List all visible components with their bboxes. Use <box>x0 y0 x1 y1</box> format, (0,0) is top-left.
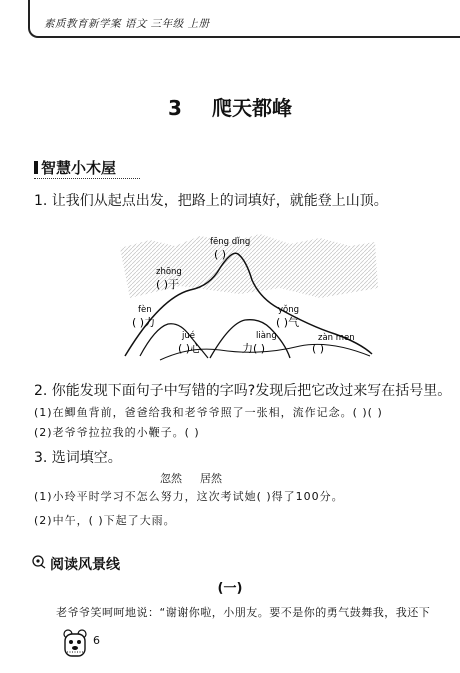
word-option: 居然 <box>200 472 222 485</box>
section-title: 阅读风景线 <box>50 557 120 573</box>
blank-label: ( )气 <box>276 316 300 329</box>
question-2: 2. 你能发现下面句子中写错的字吗?发现后把它改过来写在括号里。 <box>34 383 452 399</box>
page-number: 6 <box>93 634 100 647</box>
lesson-title <box>0 92 460 121</box>
pinyin-label: fēng dǐng <box>210 237 251 247</box>
section-underline <box>34 178 140 179</box>
lesson-number: 3 <box>168 96 182 120</box>
part-label: (一) <box>217 581 243 596</box>
word-option: 忽然 <box>160 472 182 485</box>
pinyin-label: liàng <box>256 331 277 341</box>
blank-label: ( ) <box>214 248 227 261</box>
header-text: 素质教育新学案 语文 三年级 上册 <box>44 18 210 30</box>
blank-label: 力( ) <box>242 342 266 355</box>
story-text: 老爷爷笑呵呵地说：“谢谢你啦，小朋友。要不是你的勇气鼓舞我，我还下 <box>56 606 431 619</box>
pinyin-label: jué <box>182 331 195 341</box>
section-title: 智慧小木屋 <box>41 159 117 177</box>
pinyin-label: fèn <box>138 305 152 315</box>
mountain-diagram <box>120 228 380 378</box>
word-options <box>160 470 240 486</box>
q2-line-1: (1)在鲫鱼背前，爸爸给我和老爷爷照了一张相，流作记念。( )( ) <box>34 406 383 419</box>
question-3: 3. 选词填空。 <box>34 450 122 466</box>
section-heading-wisdom <box>34 157 116 178</box>
section-marker-icon <box>34 161 38 174</box>
blank-label: ( )于 <box>156 278 180 291</box>
q2-line-2: (2)老爷爷拉拉我的小鞭子。( ) <box>34 426 200 439</box>
q3-line-2: (2)中午，( )下起了大雨。 <box>34 514 176 527</box>
pinyin-label: zhōng <box>156 267 182 277</box>
question-1: 1. 让我们从起点出发，把路上的词填好，就能登上山顶。 <box>34 193 388 209</box>
blank-label: ( ) <box>312 342 325 355</box>
blank-label: ( )力 <box>132 316 156 329</box>
pinyin-label: yǒng <box>278 305 300 315</box>
bear-mascot-icon <box>62 628 88 662</box>
kite-icon <box>32 555 46 573</box>
q3-line-1: (1)小玲平时学习不怎么努力，这次考试她( )得了100分。 <box>34 490 344 503</box>
lesson-name: 爬天都峰 <box>211 96 292 120</box>
section-heading-reading <box>32 554 120 574</box>
blank-label: ( )心 <box>178 342 202 355</box>
pinyin-label: zàn men <box>318 333 355 343</box>
